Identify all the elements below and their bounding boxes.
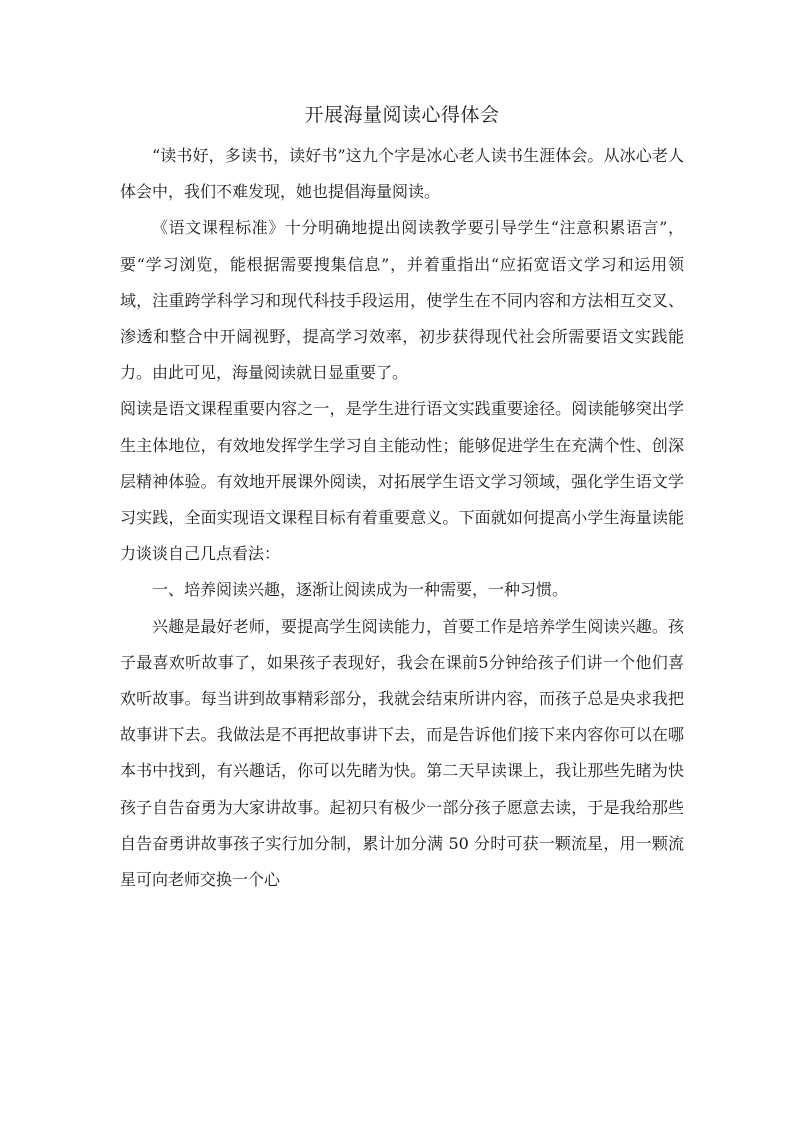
- document-title: 开展海量阅读心得体会: [304, 104, 500, 126]
- paragraph-reading-importance: 阅读是语文课程重要内容之一，是学生进行语文实践重要途径。阅读能够突出学生主体地位，有效地发挥学生学习自主能动性；能够促进学生在充满个性、创深层精神体验。有效地开展课外阅读，对拓展学生语文学习领域，强化学生语文学习实践，全面实现语文课程目标有着重要意义。下面就如何提高小学生海量读能力谈谈自己几点看法：: [120, 399, 684, 564]
- section-heading-interest: 一、培养阅读兴趣，逐渐让阅读成为一种需要，一种习惯。: [152, 580, 569, 600]
- paragraph-interest: 兴趣是最好老师，要提高学生阅读能力，首要工作是培养学生阅读兴趣。孩子最喜欢听故事了，如果孩子表现好，我会在课前5分钟给孩子们讲一个他们喜欢听故事。每当讲到故事精彩部分，我就会结束所讲内容，而孩子总是央求我把故事讲下去。我做法是不再把故事讲下去，而是告诉他们接下来内容你可以在哪本书中找到，有兴趣话，你可以先睹为快。第二天早读课上，我让那些先睹为快孩子自告奋勇为大家讲故事。起初只有极少一部分孩子愿意去读，于是我给那些自告奋勇讲故事孩子实行加分制，累计加分满 50 分时可获一颗流星，用一颗流星可向老师交换一个心: [120, 616, 684, 890]
- document-page: [120, 100, 684, 898]
- paragraph-intro: “读书好，多读书，读好书”这九个字是冰心老人读书生涯体会。从冰心老人体会中，我们不难发现，她也提倡海量阅读。: [120, 146, 684, 202]
- paragraph-curriculum-standard: 《语文课程标准》十分明确地提出阅读教学要引导学生“注意积累语言”，要“学习浏览，能根据需要搜集信息”，并着重指出“应拓宽语文学习和运用领域，注重跨学科学习和现代科技手段运用，使学生在不同内容和方法相互交叉、渗透和整合中开阔视野，提高学习效率，初步获得现代社会所需要语文实践能力。由此可见，海量阅读就日显重要了。: [120, 218, 684, 383]
